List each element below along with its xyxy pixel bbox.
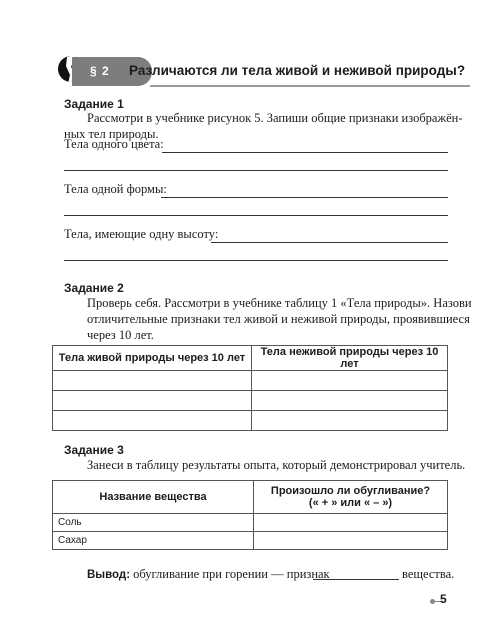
task2-instruction-line3: через 10 лет. [87, 328, 154, 342]
answer-line[interactable] [162, 152, 448, 153]
living-nonliving-table [52, 345, 448, 431]
field-label-same-height: Тела, имеющие одну высоту: [64, 227, 219, 241]
field-label-same-shape: Тела одной формы: [64, 182, 167, 196]
table-header-living: Тела живой природы через 10 лет [53, 346, 252, 371]
table-header-substance: Название вещества [53, 481, 254, 514]
table-row [53, 532, 448, 550]
conclusion-text-after: вещества. [402, 567, 455, 581]
page-number: 5 [440, 592, 447, 606]
section-number: § 2 [90, 64, 110, 78]
table-cell[interactable] [252, 371, 448, 391]
table-cell[interactable] [53, 391, 252, 411]
conclusion-text-before: обугливание при горении — признак [133, 567, 330, 581]
task2-heading: Задание 2 [64, 281, 124, 295]
table-row [53, 514, 448, 532]
answer-line[interactable] [64, 215, 448, 216]
result-cell[interactable] [254, 532, 448, 550]
task3-instruction: Занеси в таблицу результаты опыта, который демонстрировал учитель. [87, 458, 466, 472]
substance-cell: Сахар [53, 532, 254, 550]
answer-line[interactable] [211, 242, 448, 243]
answer-line[interactable] [161, 197, 448, 198]
task2-instruction-line2: отличительные признаки тел живой и неживой природы, проявившиеся [87, 312, 470, 326]
table-cell[interactable] [252, 411, 448, 431]
table-row [53, 391, 448, 411]
task3-heading: Задание 3 [64, 443, 124, 457]
conclusion-answer-line[interactable] [313, 579, 399, 580]
substance-cell: Соль [53, 514, 254, 532]
task1-instruction-line2: ных тел природы. [64, 127, 159, 141]
table-cell[interactable] [252, 391, 448, 411]
task2-instruction-line1: Проверь себя. Рассмотри в учебнике таблицу 1 «Тела природы». Назови [87, 296, 472, 310]
answer-line[interactable] [64, 260, 448, 261]
page-title: Различаются ли тела живой и неживой природы? [129, 63, 466, 78]
header-underline [150, 85, 470, 87]
task1-instruction-line1: Рассмотри в учебнике рисунок 5. Запиши общие признаки изображён- [87, 111, 463, 125]
table-header-charring [254, 481, 448, 514]
field-label-same-color: Тела одного цвета: [64, 137, 164, 151]
charring-experiment-table [52, 480, 448, 550]
answer-line[interactable] [64, 170, 448, 171]
table-row [53, 371, 448, 391]
table-header-nonliving: Тела неживой природы через 10 лет [252, 346, 448, 371]
conclusion [87, 567, 330, 582]
table-header-charring-line2: (« + » или « – ») [308, 497, 393, 509]
task1-heading: Задание 1 [64, 97, 124, 111]
table-cell[interactable] [53, 411, 252, 431]
table-header-charring-line1: Произошло ли обугливание? [270, 485, 431, 497]
conclusion-label: Вывод: [87, 569, 131, 581]
result-cell[interactable] [254, 514, 448, 532]
table-row [53, 411, 448, 431]
table-cell[interactable] [53, 371, 252, 391]
